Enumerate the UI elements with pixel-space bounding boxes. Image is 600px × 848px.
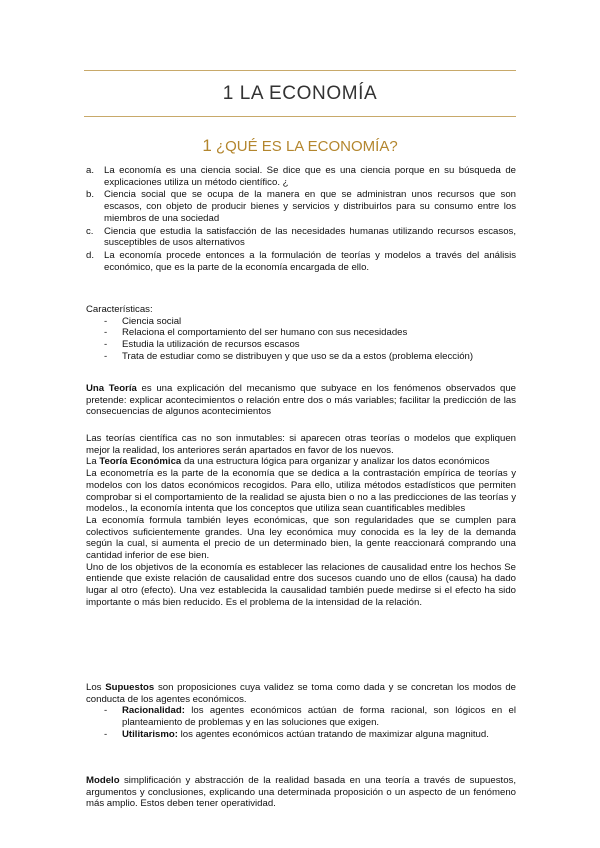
- teoria-economica-term: Teoría Económica: [99, 456, 182, 468]
- definition-item: [86, 226, 516, 249]
- supuesto-term: Racionalidad:: [122, 705, 185, 717]
- supuesto-item: - Utilitarismo: los agentes económicos actúan tratando de maximizar alguna magnitud.: [104, 728, 489, 740]
- definition-text: La economía es una ciencia social. Se dice que es una ciencia porque en su búsqueda de explicaciones utiliza un método científico. ¿: [104, 165, 516, 188]
- top-rule: [84, 70, 516, 71]
- supuestos-section: Los Supuestos son proposiciones cuya validez se toma como dada y se concretan los modos de conducta de los agentes económicos. - Racionalidad: los agentes económicos actúan de forma racional, son lógicos en el planteamiento de problemas y en las soluciones que exigen. - Utilitarismo: los agentes económicos actúan tratando de maximizar alguna magnitud.: [86, 682, 516, 740]
- paragraph-teoria-economica: La Teoría Económica da una estructura lógica para organizar y analizar los datos económicos: [86, 456, 490, 468]
- supuesto-term: Utilitarismo:: [122, 728, 178, 740]
- supuestos-text: son proposiciones cuya validez se toma como dada y se concretan los modos de conducta de los agentes económicos.: [86, 682, 516, 705]
- paragraph-teorias-inmutables: Las teorías científica cas no son inmutables: si aparecen otras teorías o modelos que expliquen mejor la realidad, los anteriores serán apartados en favor de los nuevos.: [86, 433, 516, 456]
- body-paragraphs: [86, 433, 516, 609]
- characteristic-item: - Estudia la utilización de recursos escasos: [104, 339, 300, 351]
- section-heading: [84, 136, 516, 157]
- definition-item: [86, 165, 516, 188]
- section-number: 1: [202, 136, 212, 155]
- definition-marker: b.: [86, 189, 95, 201]
- paragraph-econometria: La econometría es la parte de la economía que se dedica a la contrastación empírica de teorías y modelos con los datos económicos recogidos. Para ello, utiliza métodos estadísticos que permiten comprobar si el comportamiento de la realidad se ajusta bien o no a las predicciones de las teorías y modelos., la economía intenta que los conceptos que utiliza sean cuantificables medibles: [86, 468, 516, 515]
- characteristic-text: Estudia la utilización de recursos escasos: [122, 339, 300, 351]
- definition-text: Ciencia que estudia la satisfacción de las necesidades humanas utilizando recursos escasos, susceptibles de usos alternativos: [104, 225, 516, 249]
- chapter-rule: [84, 116, 516, 117]
- modelo-text: simplificación y abstracción de la realidad basada en una teoría a través de supuestos, argumentos y conclusiones, explicando una determinada proposición o un aspecto de un fenómeno más amplio. Estos deben tener operatividad.: [86, 775, 516, 810]
- supuesto-text: los agentes económicos actúan de forma racional, son lógicos en el planteamiento de problemas y en las soluciones que exigen.: [122, 705, 516, 729]
- characteristic-item: - Ciencia social: [104, 315, 182, 327]
- supuestos-list: [86, 705, 516, 740]
- chapter-title: 1 LA ECONOMÍA: [222, 83, 378, 104]
- characteristic-text: Trata de estudiar como se distribuyen y que uso se da a estos (problema elección): [122, 350, 474, 362]
- supuestos-term: Supuestos: [105, 682, 155, 693]
- modelo-term: Modelo: [86, 775, 120, 786]
- definition-text: La economía procede entonces a la formulación de teorías y modelos a través del análisis económico, que es la parte de la economía encargada de ello.: [104, 249, 516, 273]
- characteristic-item: - Relaciona el comportamiento del ser humano con sus necesidades: [104, 327, 408, 339]
- definition-marker: d.: [86, 249, 95, 261]
- characteristics-heading: Características:: [86, 304, 153, 315]
- supuesto-item: - Racionalidad: los agentes económicos actúan de forma racional, son lógicos en el planteamiento de problemas y en las soluciones que exigen.: [104, 705, 516, 729]
- characteristics-list: [86, 316, 516, 363]
- characteristics-section: [86, 304, 516, 363]
- teoria-text: es una explicación del mecanismo que subyace en los fenómenos observados que pretende: explicar acontecimientos o relación entre dos o más variables; facilitar la predicción de las consecuencias de algunos acontecimientos: [86, 383, 516, 418]
- section-title: ¿QUÉ ES LA ECONOMÍA?: [215, 138, 398, 155]
- paragraph-causalidad: Uno de los objetivos de la economía es establecer las relaciones de causalidad entre los hechos Se entiende que existe relación de causalidad entre dos sucesos cuando uno de ellos (causa) ha dado lugar al otro (efecto). Una vez establecida la causalidad también puede medirse si el efecto ha sido importante o más bien reducido. Es el problema de la intensidad de la relación.: [86, 561, 516, 608]
- characteristic-item: - Trata de estudiar como se distribuyen y que uso se da a estos (problema elección): [104, 350, 474, 362]
- definitions-list: [86, 165, 516, 274]
- teoria-term: Una Teoría: [86, 383, 137, 394]
- paragraph-leyes: La economía formula también leyes económicas, que son regularidades que se cumplen para colectivos suficientemente grandes. Una ley económica muy conocida es la ley de la demanda según la cual, si aumenta el precio de un determinado bien, la gente reaccionará comprando una cantidad inferior de ese bien.: [86, 514, 516, 562]
- characteristic-text: Ciencia social: [122, 315, 182, 327]
- definition-text: Ciencia social que se ocupa de la manera en que se administran unos recursos que son escasos, con objeto de producir bienes y servicios y distribuirlos para su consumo entre los miembros de una sociedad: [104, 189, 516, 224]
- definition-marker: a.: [86, 165, 95, 176]
- supuesto-text: los agentes económicos actúan tratando de maximizar alguna magnitud.: [177, 728, 489, 740]
- teoria-paragraph: [86, 383, 516, 418]
- modelo-paragraph: [86, 775, 516, 810]
- definition-marker: c.: [86, 225, 94, 237]
- characteristic-text: Relaciona el comportamiento del ser humano con sus necesidades: [122, 327, 408, 339]
- definition-item: [86, 250, 516, 273]
- definition-item: [86, 189, 516, 224]
